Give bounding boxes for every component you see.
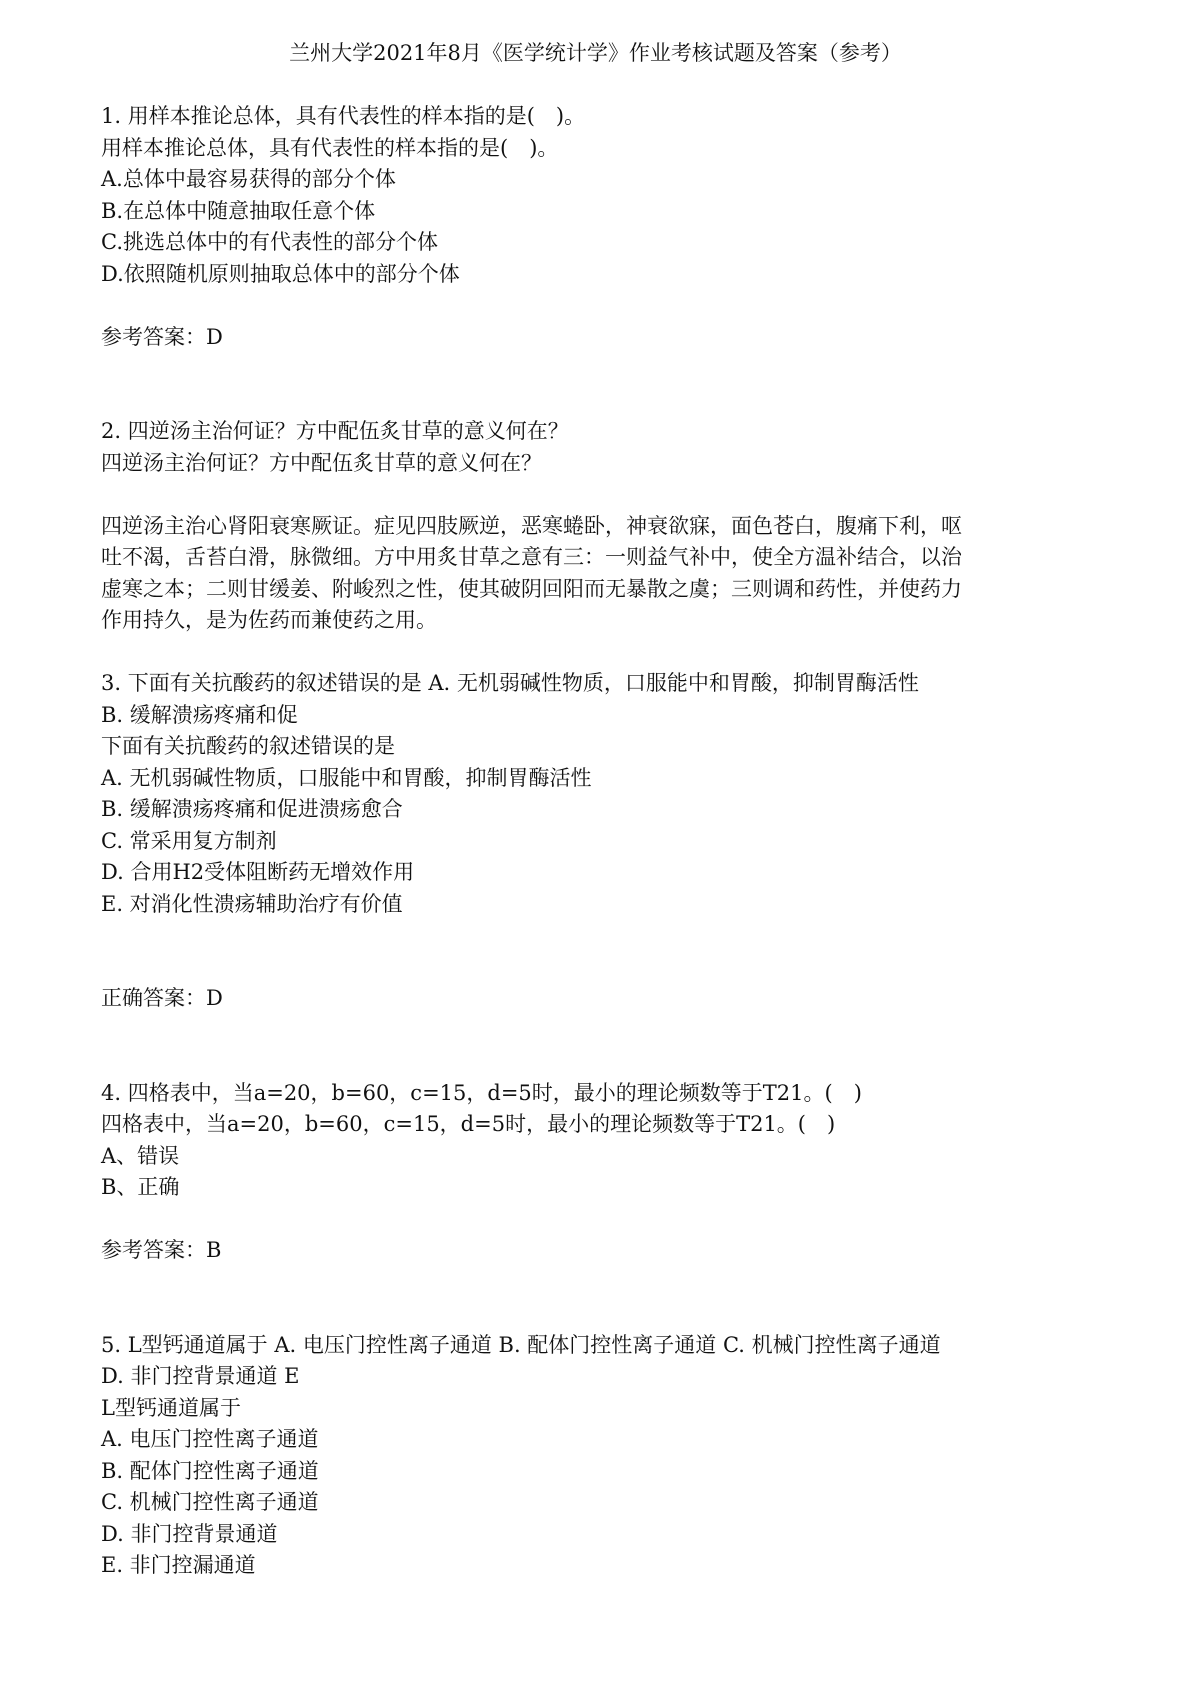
document-body xyxy=(101,101,1101,1582)
spacer xyxy=(101,290,1101,322)
answer-line: 虚寒之本；二则甘缓姜、附峻烈之性，使其破阴回阳而无暴散之虞；三则调和药性，并使药力 xyxy=(101,576,962,601)
option-d: D.依照随机原则抽取总体中的部分个体 xyxy=(101,261,460,286)
spacer xyxy=(101,479,1101,511)
option-a: A. 无机弱碱性物质，口服能中和胃酸，抑制胃酶活性 xyxy=(101,765,592,790)
question-stem: 1. 用样本推论总体，具有代表性的样本指的是( )。 xyxy=(101,104,586,128)
option-b: B、正确 xyxy=(101,1175,180,1199)
option-c: C. 机械门控性离子通道 xyxy=(101,1490,319,1514)
question-stem: 4. 四格表中，当a=20，b=60，c=15，d=5时，最小的理论频数等于T21。( ) xyxy=(101,1080,862,1105)
option-b: B. 配体门控性离子通道 xyxy=(101,1458,319,1483)
question-5 xyxy=(101,1330,1101,1582)
answer-line: 作用持久，是为佐药而兼使药之用。 xyxy=(101,608,437,632)
question-stem: 2. 四逆汤主治何证？方中配伍炙甘草的意义何在？ xyxy=(101,419,569,443)
question-stem-repeat: 四逆汤主治何证？方中配伍炙甘草的意义何在？ xyxy=(101,450,542,475)
option-a: A. 电压门控性离子通道 xyxy=(101,1427,319,1451)
spacer xyxy=(101,353,1101,416)
answer: 参考答案：B xyxy=(101,1238,222,1262)
option-e: E. 对消化性溃疡辅助治疗有价值 xyxy=(101,891,403,916)
question-stem-repeat: 下面有关抗酸药的叙述错误的是 xyxy=(101,734,395,758)
spacer xyxy=(101,1015,1101,1078)
question-stem: B. 缓解溃疡疼痛和促 xyxy=(101,702,298,727)
question-1 xyxy=(101,101,1101,353)
option-a: A、错误 xyxy=(101,1143,180,1168)
question-stem-repeat: L型钙通道属于 xyxy=(101,1395,241,1420)
option-b: B.在总体中随意抽取任意个体 xyxy=(101,198,376,223)
question-2 xyxy=(101,416,1101,637)
option-d: D. 合用H2受体阻断药无增效作用 xyxy=(101,860,415,884)
question-4 xyxy=(101,1078,1101,1267)
answer-line: 四逆汤主治心肾阳衰寒厥证。症见四肢厥逆，恶寒蜷卧，神衰欲寐，面色苍白，腹痛下利，呕 xyxy=(101,513,962,538)
option-c: C.挑选总体中的有代表性的部分个体 xyxy=(101,230,438,254)
option-d: D. 非门控背景通道 xyxy=(101,1521,278,1546)
question-stem: D. 非门控背景通道 E xyxy=(101,1364,300,1388)
answer-line: 吐不渴，舌苔白滑，脉微细。方中用炙甘草之意有三：一则益气补中，使全方温补结合，以治 xyxy=(101,545,962,569)
spacer xyxy=(101,637,1101,669)
option-a: A.总体中最容易获得的部分个体 xyxy=(101,167,396,191)
question-3 xyxy=(101,668,1101,1015)
question-stem: 5. L型钙通道属于 A. 电压门控性离子通道 B. 配体门控性离子通道 C. 机械门控性离子通道 xyxy=(101,1332,941,1357)
question-stem: 3. 下面有关抗酸药的叙述错误的是 A. 无机弱碱性物质，口服能中和胃酸，抑制胃酶活性 xyxy=(101,671,919,695)
spacer xyxy=(101,1204,1101,1236)
option-e: E. 非门控漏通道 xyxy=(101,1553,256,1577)
question-stem-repeat: 四格表中，当a=20，b=60，c=15，d=5时，最小的理论频数等于T21。( ) xyxy=(101,1112,836,1136)
answer: 正确答案：D xyxy=(101,986,223,1010)
document-title: 兰州大学2021年8月《医学统计学》作业考核试题及答案（参考） xyxy=(289,41,902,65)
option-c: C. 常采用复方制剂 xyxy=(101,828,277,853)
question-stem-repeat: 用样本推论总体，具有代表性的样本指的是( )。 xyxy=(101,135,559,160)
spacer xyxy=(101,1267,1101,1330)
answer: 参考答案：D xyxy=(101,324,223,349)
option-b: B. 缓解溃疡疼痛和促进溃疡愈合 xyxy=(101,797,403,821)
spacer xyxy=(101,920,1101,983)
